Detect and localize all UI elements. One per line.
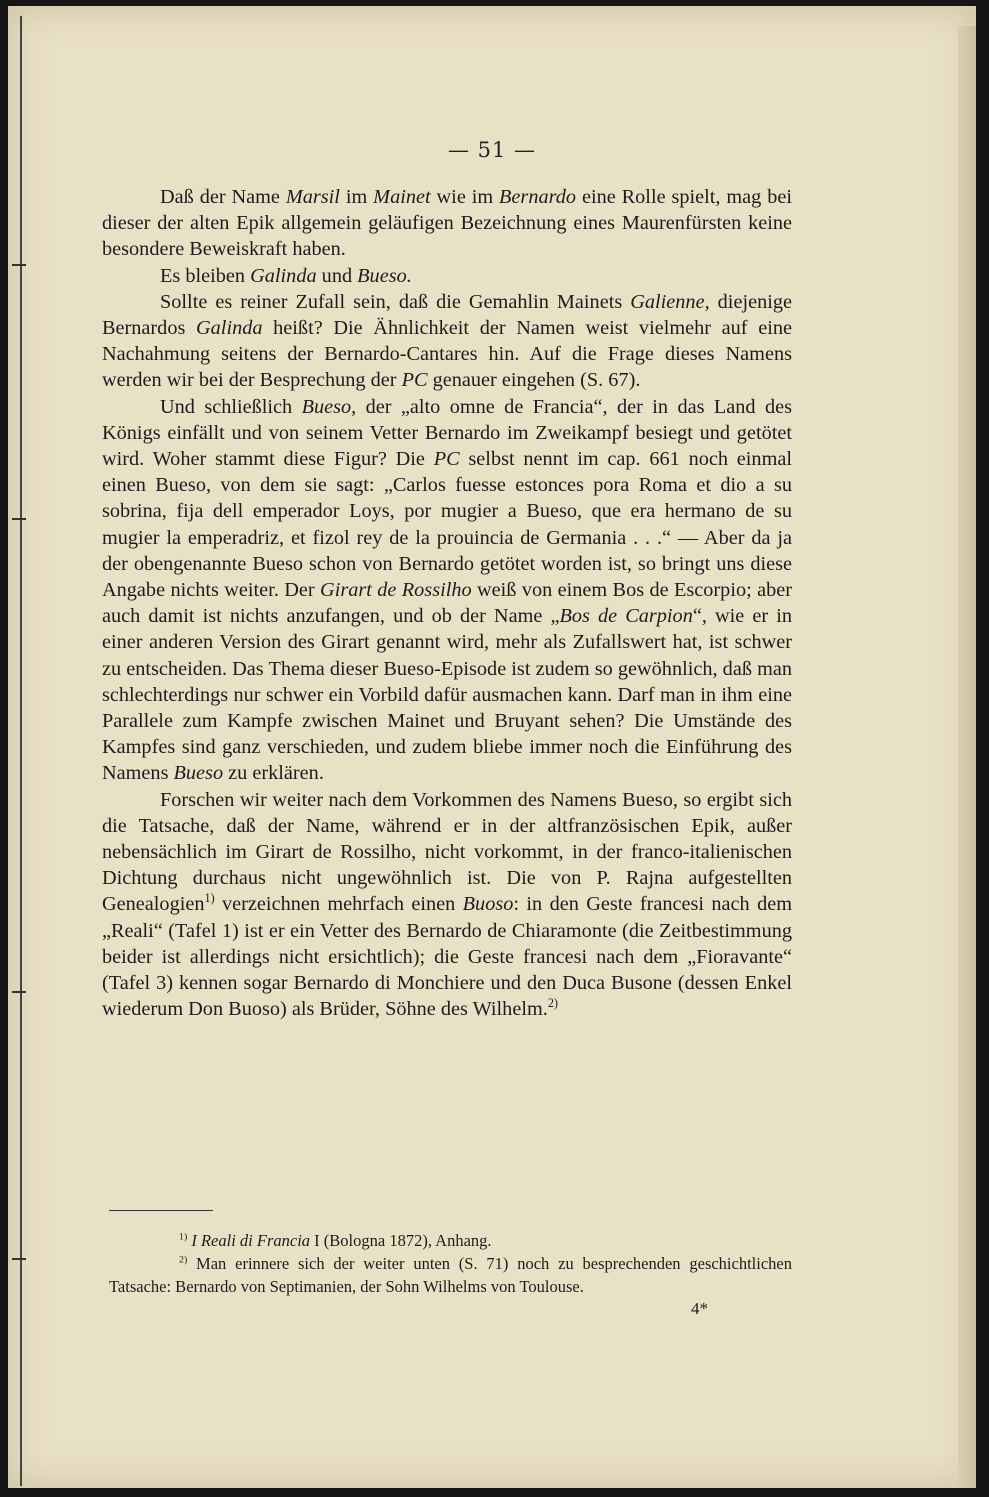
signature-mark: 4* [691, 1299, 708, 1318]
page-number: — 51 — [447, 138, 537, 162]
binding-rule [20, 16, 22, 1486]
footnote-rule [109, 1210, 213, 1211]
text-run: “, wie er in einer anderen Version des Girart genannt wird, mehr als Zufallswert hat, ist schwer zu entscheiden. Das Thema dieser Bueso-Episode ist zudem so gewöhnlich, daß man schlechterdings nur schwer ein Vorbild dafür ausmachen kann. Darf man in ihm eine Parallele zum Kampfe zwischen Mainet und Bruyant sehen? Die Umstände des Kampfes sind ganz verschieden, und zudem bliebe immer noch die Einführung des Namens [102, 605, 793, 785]
margin-tick [12, 1258, 26, 1260]
italic-text: Bueso [173, 762, 224, 785]
footnotes [109, 1229, 792, 1298]
italic-text: PC [401, 369, 428, 392]
paragraph-4 [102, 394, 792, 787]
text-run: wie im [430, 186, 500, 208]
italic-text: Girart de Rossilho [320, 579, 472, 602]
italic-text: Marsil [285, 186, 340, 208]
text-run: zu erklären. [223, 762, 324, 785]
text-run: , der „alto omne de Francia“, der in das Land des Königs einfällt und von seinem Vetter Bernardo im Zweikampf besiegt und getötet wird. Woher stammt diese Figur? Die [102, 395, 792, 471]
footnote-ref: 1) [179, 1231, 188, 1243]
italic-text: Bernardo [499, 186, 577, 208]
footnote-ref: 2) [179, 1254, 188, 1266]
italic-text: Galienne, [630, 290, 710, 313]
text-run: Forschen wir weiter nach dem Vorkommen des Namens Bueso, so ergibt sich die Tatsache, daß der Name, während er in der altfranzösischen Epik, außer nebensächlich im Girart de Rossilho, nicht vorkommt, in der franco-italienischen Dichtung durchaus nicht ungewöhnlich ist. Die von P. Rajna aufgestellten Genealogien [102, 788, 792, 916]
margin-tick [12, 518, 26, 520]
italic-text: PC [433, 448, 460, 471]
text-run: genauer eingehen (S. 67). [427, 369, 641, 392]
body-text [102, 184, 792, 1023]
text-run: Und schließlich [160, 395, 302, 418]
italic-text: Mainet [373, 186, 431, 208]
text-run: I (Bologna 1872), Anhang. [310, 1231, 492, 1250]
italic-text: Buoso [462, 893, 514, 916]
paragraph-1 [102, 184, 792, 263]
italic-text: Bueso [301, 395, 352, 418]
text-run: und [316, 264, 358, 287]
text-run: im [339, 186, 374, 208]
text-run: : in den Geste francesi nach dem „Reali“ (Tafel 1) ist er ein Vetter des Bernardo de Chiaramonte (die Zeitbestimmung beider ist allerdings nicht ersichtlich); die Geste francesi nach dem „Fioravante“ (Tafel 3) kennen sogar Bernardo di Monchiere und den Duca Busone (dessen Enkel wiederum Don Buoso) als Brüder, Söhne des Wilhelm. [102, 893, 792, 1021]
text-run: eine Rolle spielt, mag bei dieser der alten Epik allgemein geläufigen Bezeichnung eines Maurenfürsten keine besondere Beweiskraft haben. [102, 186, 793, 261]
text-run: weiß von einem Bos de Escorpio; aber auch damit ist nichts anzufangen, und ob der Name „ [102, 579, 792, 628]
paragraph-2 [102, 263, 792, 289]
italic-text: I Reali di Francia [191, 1231, 311, 1250]
text-run: Es bleiben [160, 264, 251, 287]
italic-text: Galinda [250, 264, 317, 287]
margin-tick [12, 264, 26, 266]
text-run: verzeichnen mehrfach einen [214, 893, 463, 916]
text-run: selbst nennt im cap. 661 noch einmal einen Bueso, von dem sie sagt: „Carlos fuesse estonces pora Roma et dio a su sobrina, fija dell emperador Loys, por mugier a Bueso, que era hermano de su mugier la emperadriz, et fizol rey de la prouincia de Germania . . .“ — Aber da ja der obengenannte Bueso schon von Bernardo getötet worden ist, so bringt uns diese Angabe nichts weiter. Der [102, 448, 792, 602]
text-run: Man erinnere sich der weiter unten (S. 71) noch zu besprechenden geschichtlichen Tatsache: Bernardo von Septimanien, der Sohn Wilhelms von Toulouse. [109, 1254, 792, 1296]
italic-text: Bueso. [357, 264, 412, 287]
text-run: diejenige Bernardos [102, 290, 792, 340]
text-run: Sollte es reiner Zufall sein, daß die Gemahlin Mainets [160, 290, 631, 313]
italic-text: Bos de Carpion [559, 605, 693, 628]
page-edge [958, 26, 976, 1488]
margin-tick [12, 991, 26, 993]
footnote-2 [109, 1252, 792, 1298]
paragraph-5 [102, 787, 792, 1023]
text-run: Daß der Name [160, 186, 286, 208]
italic-text: Galinda [196, 317, 263, 340]
book-page [8, 6, 976, 1488]
footnote-ref: 2) [547, 996, 558, 1011]
footnote-ref: 1) [204, 891, 215, 906]
paragraph-3 [102, 289, 792, 394]
text-run: heißt? Die Ähnlichkeit der Namen weist vielmehr auf eine Nachahmung seitens der Bernardo-Cantares hin. Auf die Frage dieses Namens werden wir bei der Besprechung der [102, 317, 792, 392]
footnote-1 [109, 1229, 792, 1252]
